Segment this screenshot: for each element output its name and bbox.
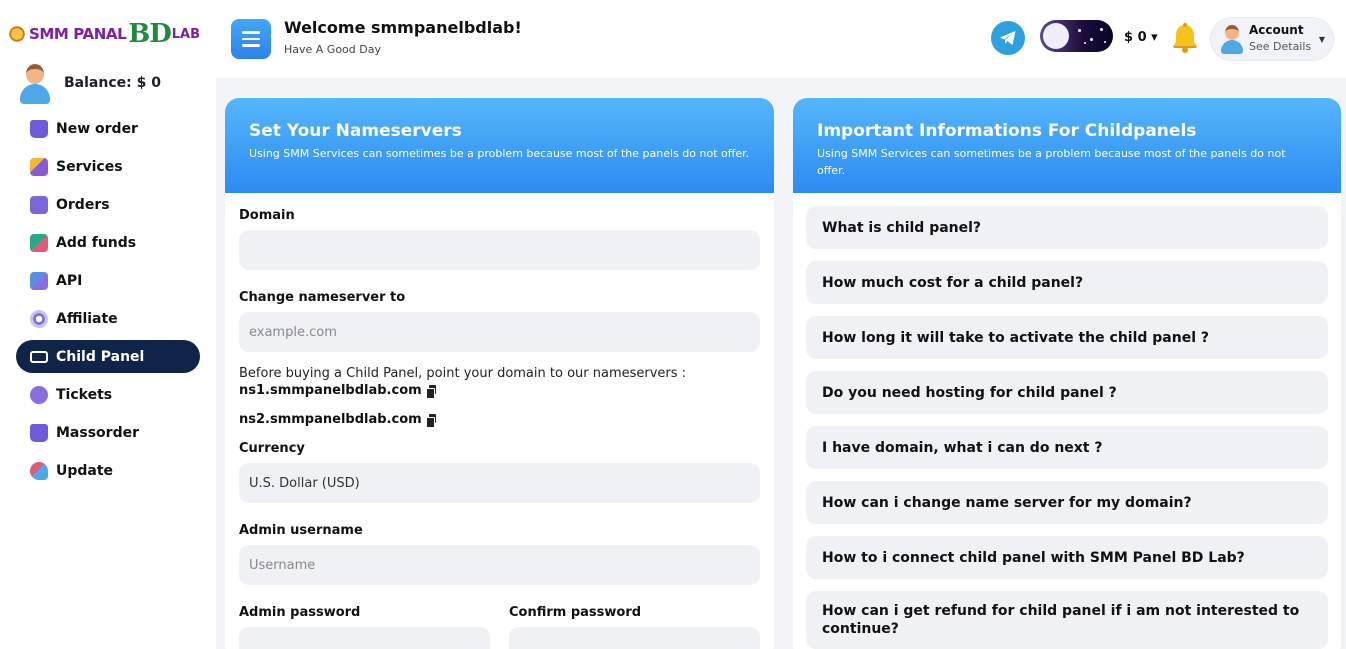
sidebar-item-api[interactable]: [16, 264, 200, 297]
brand-logo[interactable]: [8, 14, 210, 54]
faq-item[interactable]: What is child panel?: [806, 206, 1328, 249]
admin-username-label: Admin username: [239, 523, 363, 538]
moon-icon: [1043, 23, 1069, 49]
nameserver-2: [239, 412, 760, 427]
admin-password-input[interactable]: [239, 627, 490, 649]
currency-dropdown[interactable]: $ 0 ▾: [1124, 30, 1158, 45]
faq-list: [793, 193, 1341, 649]
sidebar-item-label: Orders: [56, 196, 110, 213]
nameservers-title: Set Your Nameservers: [249, 121, 462, 141]
sidebar-item-label: API: [56, 272, 83, 289]
nameservers-card-header: [225, 98, 774, 193]
avatar: [18, 62, 52, 104]
update-icon: [30, 462, 48, 480]
sidebar: [0, 0, 216, 649]
shopping-bag-icon: [30, 120, 48, 138]
sun-logo-icon: [8, 25, 26, 43]
child-panel-form: [225, 193, 774, 649]
logo-text-smm-panal: SMM PANAL: [29, 25, 127, 43]
sidebar-item-tickets[interactable]: [16, 378, 200, 411]
balance-label: Balance: $ 0: [64, 75, 161, 91]
massorder-icon: [30, 424, 48, 442]
sidebar-item-new-order[interactable]: [16, 112, 200, 145]
wallet-icon: [30, 234, 48, 252]
sidebar-item-label: Update: [56, 462, 114, 479]
chevron-down-icon: ▼: [1318, 35, 1325, 44]
sidebar-item-orders[interactable]: [16, 188, 200, 221]
currency-label: Currency: [239, 441, 305, 456]
faq-item[interactable]: How long it will take to activate the child panel ?: [806, 316, 1328, 359]
sidebar-nav: [16, 112, 200, 492]
childpanel-info-card: [793, 98, 1341, 649]
domain-input[interactable]: [239, 230, 760, 270]
balance-block: [18, 62, 161, 104]
account-avatar: [1221, 24, 1243, 54]
welcome-subtitle: Have A Good Day: [284, 43, 381, 56]
nameserver-2-text: ns2.smmpanelbdlab.com: [239, 412, 422, 427]
nameserver-hint: Before buying a Child Panel, point your domain to our nameservers :: [239, 366, 687, 381]
faq-item[interactable]: How much cost for a child panel?: [806, 261, 1328, 304]
orders-icon: [30, 196, 48, 214]
hamburger-icon: [242, 31, 260, 34]
sidebar-item-label: Child Panel: [56, 348, 145, 365]
notifications-button[interactable]: [1168, 22, 1202, 54]
welcome-block: [284, 18, 522, 56]
confirm-password-group: [509, 605, 760, 649]
faq-item[interactable]: How to i connect child panel with SMM Panel BD Lab?: [806, 536, 1328, 579]
tickets-icon: [30, 386, 48, 404]
sidebar-item-label: Massorder: [56, 424, 139, 441]
sidebar-item-massorder[interactable]: [16, 416, 200, 449]
logo-text-lab: LAB: [171, 26, 201, 42]
account-subtitle: See Details: [1249, 40, 1312, 53]
nameserver-1-text: ns1.smmpanelbdlab.com: [239, 383, 422, 398]
childpanel-info-description: Using SMM Services can sometimes be a problem because most of the panels do not offer.: [817, 147, 1286, 177]
password-row: [239, 605, 760, 649]
copy-icon[interactable]: [426, 385, 436, 397]
bell-icon: [1168, 22, 1202, 54]
telegram-button[interactable]: [991, 21, 1025, 55]
faq-item[interactable]: I have domain, what i can do next ?: [806, 426, 1328, 469]
services-icon: [30, 158, 48, 176]
sidebar-item-label: Affiliate: [56, 310, 118, 327]
sidebar-item-services[interactable]: [16, 150, 200, 183]
sidebar-item-label: Services: [56, 158, 123, 175]
admin-password-label: Admin password: [239, 605, 361, 620]
menu-toggle-button[interactable]: [231, 19, 271, 59]
nameserver-change-label: Change nameserver to: [239, 290, 406, 305]
nameservers-card: [225, 98, 774, 649]
child-panel-icon: [30, 351, 48, 363]
telegram-icon: [999, 30, 1017, 46]
sidebar-item-child-panel[interactable]: [16, 340, 200, 373]
sidebar-item-label: Add funds: [56, 234, 137, 251]
confirm-password-input[interactable]: [509, 627, 760, 649]
admin-username-input[interactable]: [239, 545, 760, 585]
domain-label: Domain: [239, 208, 295, 223]
childpanel-info-header: [793, 98, 1341, 193]
childpanel-info-title: Important Informations For Childpanels: [817, 121, 1197, 141]
currency-select[interactable]: U.S. Dollar (USD): [239, 463, 760, 503]
sidebar-item-update[interactable]: [16, 454, 200, 487]
faq-item[interactable]: Do you need hosting for child panel ?: [806, 371, 1328, 414]
theme-toggle[interactable]: [1040, 20, 1113, 52]
copy-icon[interactable]: [426, 414, 436, 426]
sidebar-item-label: Tickets: [56, 386, 113, 403]
nameserver-1: [239, 383, 760, 398]
faq-item[interactable]: How can i change name server for my domain?: [806, 481, 1328, 524]
top-bar: [216, 0, 1346, 78]
welcome-title: Welcome smmpanelbdlab!: [284, 18, 522, 37]
faq-item[interactable]: How can i get refund for child panel if i am not interested to continue?: [806, 591, 1328, 649]
api-icon: [30, 272, 48, 290]
account-menu[interactable]: [1210, 17, 1334, 61]
sidebar-item-affiliate[interactable]: [16, 302, 200, 335]
sidebar-item-add-funds[interactable]: [16, 226, 200, 259]
affiliate-icon: [30, 310, 48, 328]
nameserver-input[interactable]: [239, 312, 760, 352]
account-title: Account: [1249, 23, 1304, 37]
sidebar-item-label: New order: [56, 120, 138, 137]
confirm-password-label: Confirm password: [509, 605, 642, 620]
logo-text-bd: BD: [128, 19, 171, 49]
nameservers-description: Using SMM Services can sometimes be a problem because most of the panels do not offer.: [249, 147, 750, 160]
admin-password-group: [239, 605, 490, 649]
